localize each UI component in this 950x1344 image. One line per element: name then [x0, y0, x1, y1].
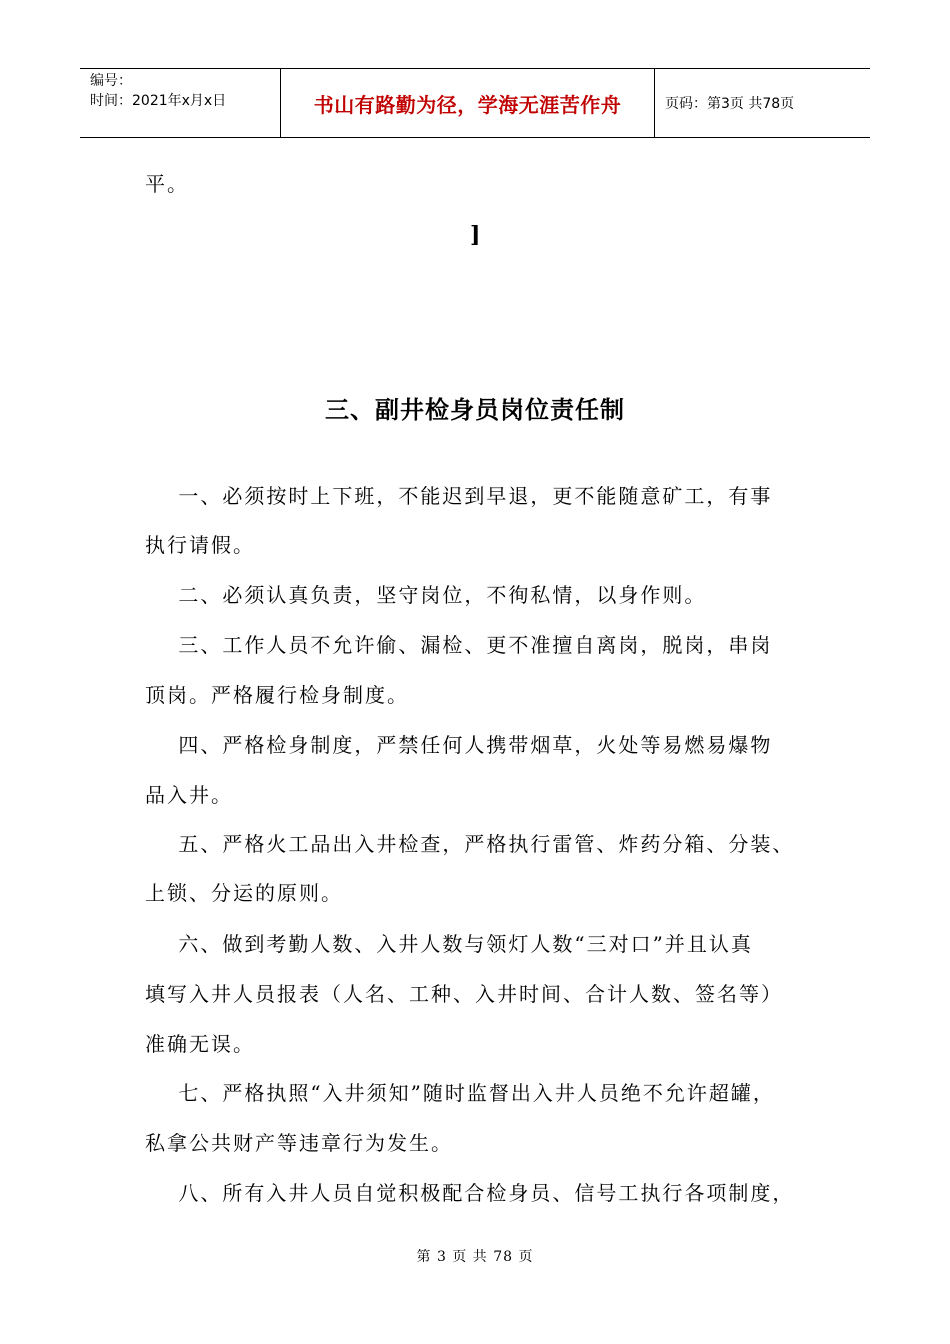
body-line: 八、所有入井人员自觉积极配合检身员、信号工执行各项制度，: [145, 1181, 795, 1205]
carryover-text: 平。: [145, 172, 189, 196]
body-line: 准确无误。: [145, 1032, 255, 1056]
header-motto-cell: [281, 69, 655, 137]
page-header: [80, 68, 870, 138]
stray-bracket: ]: [470, 222, 481, 248]
body-line: 三、工作人员不允许偷、漏检、更不准擅自离岗，脱岗，串岗: [145, 633, 773, 657]
body-line: 执行请假。: [145, 533, 255, 557]
body-line: 六、做到考勤人数、入井人数与领灯人数“三对口”并且认真: [145, 932, 753, 956]
body-line: 二、必须认真负责，坚守岗位，不徇私情，以身作则。: [145, 583, 707, 607]
page-footer: 第 3 页 共 78 页: [416, 1249, 534, 1265]
header-motto: 书山有路勤为径，学海无涯苦作舟: [313, 92, 622, 117]
body-line: 顶岗。严格履行检身制度。: [145, 683, 409, 707]
body-line: 填写入井人员报表（人名、工种、入井时间、合计人数、签名等）: [145, 982, 783, 1006]
body-line: 上锁、分运的原则。: [145, 881, 343, 905]
body-line: 私拿公共财产等违章行为发生。: [145, 1131, 453, 1155]
document-date-label: 时间：2021年x月x日: [90, 93, 227, 109]
section-title: 三、副井检身员岗位责任制: [325, 396, 625, 424]
document-number-label: 编号：: [90, 73, 132, 89]
header-meta: [80, 69, 281, 137]
body-line: 四、严格检身制度，严禁任何人携带烟草，火处等易燃易爆物: [145, 733, 773, 757]
body-line: 一、必须按时上下班，不能迟到早退，更不能随意矿工，有事: [145, 484, 773, 508]
body-line: 七、严格执照“入井须知”随时监督出入井人员绝不允许超罐，: [145, 1081, 775, 1105]
body-line: 品入井。: [145, 783, 233, 807]
header-page-info: 页码：第3页 共78页: [665, 96, 795, 112]
body-line: 五、严格火工品出入井检查，严格执行雷管、炸药分箱、分装、: [145, 832, 795, 856]
